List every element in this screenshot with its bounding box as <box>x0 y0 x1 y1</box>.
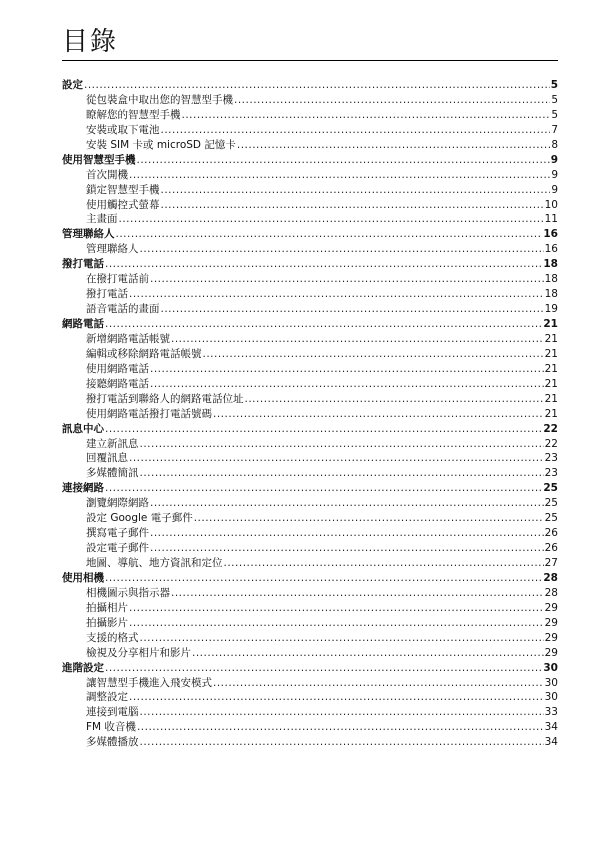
toc-section-entry[interactable] <box>62 422 558 437</box>
toc-section-entry[interactable] <box>62 153 558 168</box>
toc-entry-label: 首次開機 <box>86 168 128 181</box>
dot-leader <box>150 272 544 287</box>
toc-section-entry[interactable] <box>62 78 558 93</box>
toc-subsection-entry[interactable] <box>62 437 558 452</box>
toc-subsection-entry[interactable] <box>62 496 558 511</box>
toc-page-number: 34 <box>544 736 558 749</box>
toc-page-number: 21 <box>544 362 558 375</box>
toc-page-number: 33 <box>544 706 558 719</box>
dot-leader <box>150 526 544 541</box>
toc-page-number: 29 <box>544 646 558 659</box>
toc-entry-label: 使用網路電話撥打電話號碼 <box>86 407 212 420</box>
toc-entry-label: 撥打電話 <box>86 288 128 301</box>
toc-page-number: 28 <box>544 586 558 599</box>
toc-page-number: 21 <box>544 407 558 420</box>
toc-entry-label: 拍攝相片 <box>86 601 128 614</box>
toc-page-number: 23 <box>544 452 558 465</box>
page-title: 目錄 <box>62 27 119 57</box>
toc-entry-label: 設定 Google 電子郵件 <box>86 512 193 525</box>
toc-page-number: 7 <box>551 123 558 136</box>
toc-entry-label: 檢視及分享相片和影片 <box>86 646 191 659</box>
toc-entry-label: 進階設定 <box>62 661 104 674</box>
toc-entry-label: 多媒體簡訊 <box>86 467 139 480</box>
toc-entry-label: 網路電話 <box>62 318 104 330</box>
toc-section-entry[interactable] <box>62 317 558 332</box>
toc-page-number: 9 <box>551 183 558 196</box>
dot-leader <box>234 93 550 108</box>
toc-subsection-entry[interactable] <box>62 138 558 153</box>
toc-subsection-entry[interactable] <box>62 362 558 377</box>
toc-section-entry[interactable] <box>62 227 558 242</box>
dot-leader <box>150 541 544 556</box>
toc-entry-label: 建立新訊息 <box>86 437 139 450</box>
toc-entry-label: 主畫面 <box>86 213 118 226</box>
toc-page-number: 22 <box>543 422 558 435</box>
toc-entry-label: 地圖、導航、地方資訊和定位 <box>86 557 223 569</box>
toc-entry-label: 管理聯絡人 <box>86 243 139 256</box>
toc-entry-label: 管理聯絡人 <box>62 228 115 241</box>
dot-leader <box>140 631 544 646</box>
toc-entry-label: 回覆訊息 <box>86 452 128 465</box>
dot-leader <box>171 586 544 601</box>
toc-entry-label: 讓智慧型手機進入飛安模式 <box>86 676 212 689</box>
toc-subsection-entry[interactable] <box>62 93 558 108</box>
toc-entry-label: 調整設定 <box>86 691 128 704</box>
toc-page-number: 21 <box>544 332 558 345</box>
toc-entry-label: 撰寫電子郵件 <box>86 527 149 540</box>
toc-subsection-entry[interactable] <box>62 601 558 616</box>
dot-leader <box>140 437 544 452</box>
toc-entry-label: 安裝 SIM 卡或 microSD 記憶卡 <box>86 138 236 151</box>
dot-leader <box>137 153 550 168</box>
toc-entry-label: 撥打電話 <box>62 258 104 271</box>
toc-subsection-entry[interactable] <box>62 541 558 556</box>
dot-leader <box>140 242 544 257</box>
dot-leader <box>84 78 550 93</box>
toc-subsection-entry[interactable] <box>62 168 558 183</box>
toc-subsection-entry[interactable] <box>62 272 558 287</box>
toc-subsection-entry[interactable] <box>62 377 558 392</box>
toc-page-number: 30 <box>543 661 558 674</box>
toc-entry-label: 語音電話的畫面 <box>86 303 160 316</box>
toc-subsection-entry[interactable] <box>62 347 558 362</box>
toc-page-number: 21 <box>544 392 558 405</box>
toc-subsection-entry[interactable] <box>62 302 558 317</box>
dot-leader <box>224 556 544 571</box>
dot-leader <box>129 168 550 183</box>
toc-subsection-entry[interactable] <box>62 511 558 526</box>
dot-leader <box>105 481 542 496</box>
toc-subsection-entry[interactable] <box>62 407 558 422</box>
toc-page-number: 16 <box>544 243 558 256</box>
dot-leader <box>105 422 542 437</box>
toc-page-number: 9 <box>550 153 558 166</box>
dot-leader <box>119 212 544 227</box>
toc-subsection-entry[interactable] <box>62 556 558 571</box>
toc-subsection-entry[interactable] <box>62 586 558 601</box>
toc-entry-label: 拍攝影片 <box>86 616 128 629</box>
toc-page-number: 21 <box>543 318 558 330</box>
toc-subsection-entry[interactable] <box>62 616 558 631</box>
toc-subsection-entry[interactable] <box>62 212 558 227</box>
dot-leader <box>213 676 544 691</box>
toc-page-number: 21 <box>544 347 558 360</box>
dot-leader <box>105 661 542 676</box>
toc-entry-label: 連接網路 <box>62 482 104 495</box>
toc-page-number: 30 <box>544 691 558 704</box>
toc-entry-label: 設定電子郵件 <box>86 542 149 555</box>
toc-subsection-entry[interactable] <box>62 526 558 541</box>
dot-leader <box>129 616 544 631</box>
dot-leader <box>129 287 544 302</box>
toc-entry-label: 設定 <box>62 79 83 91</box>
toc-page-number: 28 <box>543 571 558 584</box>
toc-page-number: 26 <box>544 542 558 555</box>
dot-leader <box>105 257 542 272</box>
dot-leader <box>213 407 544 422</box>
toc-page-number: 29 <box>544 616 558 629</box>
dot-leader <box>161 198 544 213</box>
toc-page-number: 26 <box>544 527 558 540</box>
toc-page-number: 18 <box>544 273 558 286</box>
toc-page-number: 21 <box>544 377 558 390</box>
dot-leader <box>245 392 544 407</box>
toc-entry-label: 使用網路電話 <box>86 362 149 375</box>
toc-entry-label: 編輯或移除網路電話帳號 <box>86 347 202 360</box>
toc-subsection-entry[interactable] <box>62 392 558 407</box>
toc-page-number: 19 <box>544 303 558 316</box>
toc-subsection-entry[interactable] <box>62 466 558 481</box>
toc-subsection-entry[interactable] <box>62 690 558 705</box>
dot-leader <box>150 377 544 392</box>
toc-page-number: 30 <box>544 676 558 689</box>
toc-entry-label: 新增網路電話帳號 <box>86 332 170 345</box>
toc-subsection-entry[interactable] <box>62 198 558 213</box>
toc-page-number: 18 <box>543 258 558 271</box>
toc-entry-label: 多媒體播放 <box>86 736 139 749</box>
dot-leader <box>237 138 550 153</box>
toc-section-entry[interactable] <box>62 481 558 496</box>
toc-page-number: 22 <box>544 437 558 450</box>
dot-leader <box>137 720 544 735</box>
toc-page-number: 25 <box>544 512 558 525</box>
toc-page-number: 5 <box>550 79 558 91</box>
toc-entry-label: FM 收音機 <box>86 721 136 734</box>
toc-page-number: 5 <box>551 93 558 106</box>
toc-section-entry[interactable] <box>62 661 558 676</box>
toc-page-number: 8 <box>551 138 558 151</box>
toc-entry-label: 瀏覽網際網路 <box>86 497 149 510</box>
toc-subsection-entry[interactable] <box>62 123 558 138</box>
toc-entry-label: 連接到電腦 <box>86 706 139 719</box>
dot-leader <box>150 496 544 511</box>
dot-leader <box>192 646 544 661</box>
dot-leader <box>105 317 542 332</box>
dot-leader <box>150 362 544 377</box>
dot-leader <box>140 705 544 720</box>
toc-page-number: 23 <box>544 467 558 480</box>
toc-subsection-entry[interactable] <box>62 646 558 661</box>
toc-page-number: 25 <box>544 497 558 510</box>
toc-subsection-entry[interactable] <box>62 676 558 691</box>
toc-entry-label: 撥打電話到聯絡人的網路電話位址 <box>86 392 244 405</box>
toc-page-number: 11 <box>544 213 558 226</box>
toc-section-entry[interactable] <box>62 571 558 586</box>
toc-subsection-entry[interactable] <box>62 183 558 198</box>
toc-subsection-entry[interactable] <box>62 705 558 720</box>
toc-entry-label: 訊息中心 <box>62 422 104 435</box>
toc-section-entry[interactable] <box>62 257 558 272</box>
toc-entry-label: 使用智慧型手機 <box>62 153 136 166</box>
dot-leader <box>182 108 551 123</box>
toc-page-number: 34 <box>544 721 558 734</box>
dot-leader <box>203 347 544 362</box>
toc-subsection-entry[interactable] <box>62 451 558 466</box>
toc-subsection-entry[interactable] <box>62 735 558 750</box>
toc-page-number: 10 <box>544 198 558 211</box>
toc-entry-label: 鎖定智慧型手機 <box>86 183 160 196</box>
dot-leader <box>129 601 544 616</box>
dot-leader <box>116 227 543 242</box>
dot-leader <box>129 690 544 705</box>
dot-leader <box>140 466 544 481</box>
toc-page-number: 5 <box>551 108 558 121</box>
toc-page-number: 9 <box>551 168 558 181</box>
toc-entry-label: 在撥打電話前 <box>86 273 149 286</box>
toc-subsection-entry[interactable] <box>62 720 558 735</box>
toc-entry-label: 使用觸控式螢幕 <box>86 198 160 211</box>
toc-subsection-entry[interactable] <box>62 242 558 257</box>
dot-leader <box>105 571 542 586</box>
dot-leader <box>161 302 544 317</box>
toc-entry-label: 安裝或取下電池 <box>86 123 160 136</box>
toc-entry-label: 從包裝盒中取出您的智慧型手機 <box>86 93 233 106</box>
toc-subsection-entry[interactable] <box>62 332 558 347</box>
toc-page-number: 16 <box>543 228 558 241</box>
toc-subsection-entry[interactable] <box>62 108 558 123</box>
toc-page-number: 29 <box>544 631 558 644</box>
toc-entry-label: 相機圖示與指示器 <box>86 586 170 599</box>
toc-page-number: 25 <box>543 482 558 495</box>
table-of-contents <box>62 78 558 750</box>
toc-page-number: 27 <box>544 557 558 569</box>
toc-subsection-entry[interactable] <box>62 631 558 646</box>
dot-leader <box>140 735 544 750</box>
title-underline <box>62 60 558 61</box>
toc-entry-label: 瞭解您的智慧型手機 <box>86 108 181 121</box>
dot-leader <box>161 123 551 138</box>
toc-page-number: 29 <box>544 601 558 614</box>
toc-subsection-entry[interactable] <box>62 287 558 302</box>
toc-page-number: 18 <box>544 288 558 301</box>
toc-entry-label: 支援的格式 <box>86 631 139 644</box>
toc-entry-label: 使用相機 <box>62 571 104 584</box>
dot-leader <box>194 511 544 526</box>
dot-leader <box>129 451 544 466</box>
toc-entry-label: 接聽網路電話 <box>86 377 149 390</box>
dot-leader <box>161 183 551 198</box>
dot-leader <box>171 332 544 347</box>
